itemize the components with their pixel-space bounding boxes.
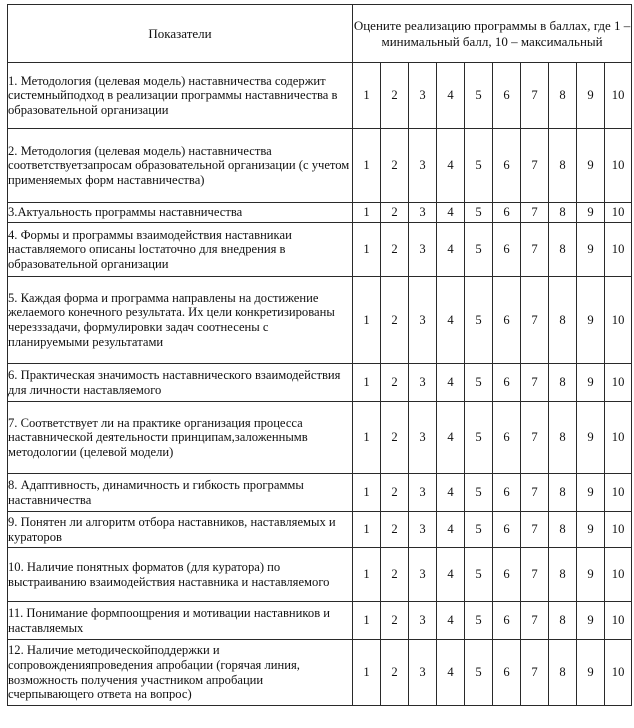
- score-option[interactable]: 2: [381, 223, 409, 277]
- score-option[interactable]: 8: [549, 602, 577, 640]
- indicator-cell: 12. Наличие методическойподдержки и сопровожденияпроведения апробации (горячая линия, возможность получения участником апробации счерпывающего ответа на вопрос): [8, 640, 353, 706]
- score-option[interactable]: 9: [577, 277, 605, 364]
- score-option[interactable]: 5: [465, 203, 493, 223]
- score-option[interactable]: 10: [605, 63, 632, 129]
- score-option[interactable]: 4: [437, 364, 465, 402]
- score-option[interactable]: 8: [549, 402, 577, 474]
- score-option[interactable]: 1: [353, 129, 381, 203]
- score-option[interactable]: 2: [381, 203, 409, 223]
- score-option[interactable]: 7: [521, 277, 549, 364]
- score-option[interactable]: 1: [353, 203, 381, 223]
- score-option[interactable]: 4: [437, 402, 465, 474]
- score-option[interactable]: 4: [437, 640, 465, 706]
- score-option[interactable]: 10: [605, 512, 632, 548]
- score-option[interactable]: 6: [493, 640, 521, 706]
- score-option[interactable]: 4: [437, 129, 465, 203]
- score-option[interactable]: 9: [577, 129, 605, 203]
- score-option[interactable]: 7: [521, 602, 549, 640]
- score-option[interactable]: 9: [577, 474, 605, 512]
- score-option[interactable]: 9: [577, 512, 605, 548]
- table-row: [8, 63, 632, 129]
- score-option[interactable]: 10: [605, 474, 632, 512]
- score-option[interactable]: 5: [465, 364, 493, 402]
- score-option[interactable]: 6: [493, 548, 521, 602]
- score-option[interactable]: 9: [577, 203, 605, 223]
- table-body: [8, 63, 632, 706]
- table-row: [8, 602, 632, 640]
- score-option[interactable]: 3: [409, 364, 437, 402]
- indicator-cell: 1. Методология (целевая модель) наставничества содержит системныйподход в реализации программы наставничества в образовательной организации: [8, 63, 353, 129]
- score-option[interactable]: 9: [577, 402, 605, 474]
- score-option[interactable]: 1: [353, 402, 381, 474]
- score-option[interactable]: 6: [493, 602, 521, 640]
- score-option[interactable]: 5: [465, 402, 493, 474]
- indicator-cell: 3.Актуальность программы наставничества: [8, 203, 353, 223]
- score-option[interactable]: 10: [605, 364, 632, 402]
- score-option[interactable]: 1: [353, 223, 381, 277]
- score-option[interactable]: 6: [493, 402, 521, 474]
- score-option[interactable]: 1: [353, 364, 381, 402]
- score-option[interactable]: 7: [521, 548, 549, 602]
- score-option[interactable]: 7: [521, 223, 549, 277]
- score-option[interactable]: 2: [381, 364, 409, 402]
- score-option[interactable]: 5: [465, 277, 493, 364]
- score-option[interactable]: 8: [549, 640, 577, 706]
- score-option[interactable]: 3: [409, 129, 437, 203]
- score-option[interactable]: 7: [521, 474, 549, 512]
- score-option[interactable]: 9: [577, 63, 605, 129]
- score-option[interactable]: 6: [493, 277, 521, 364]
- score-option[interactable]: 4: [437, 512, 465, 548]
- score-option[interactable]: 1: [353, 602, 381, 640]
- indicator-cell: 6. Практическая значимость наставнического взаимодействия для личности наставляемого: [8, 364, 353, 402]
- score-option[interactable]: 10: [605, 602, 632, 640]
- score-option[interactable]: 1: [353, 548, 381, 602]
- score-option[interactable]: 1: [353, 277, 381, 364]
- score-option[interactable]: 9: [577, 223, 605, 277]
- evaluation-table: [7, 4, 632, 706]
- score-option[interactable]: 8: [549, 512, 577, 548]
- score-option[interactable]: 5: [465, 512, 493, 548]
- score-option[interactable]: 2: [381, 512, 409, 548]
- score-option[interactable]: 3: [409, 277, 437, 364]
- indicator-cell: 10. Наличие понятных форматов (для куратора) по выстраиванию взаимодействия наставника и наставляемого: [8, 548, 353, 602]
- scale-header: Оцените реализацию программы в баллах, где 1 – минимальный балл, 10 – максимальный: [353, 5, 632, 63]
- score-option[interactable]: 2: [381, 640, 409, 706]
- table-row: [8, 640, 632, 706]
- score-option[interactable]: 3: [409, 402, 437, 474]
- indicator-cell: 8. Адаптивность, динамичность и гибкость программы наставничества: [8, 474, 353, 512]
- table-row: [8, 548, 632, 602]
- score-option[interactable]: 5: [465, 602, 493, 640]
- score-option[interactable]: 1: [353, 474, 381, 512]
- score-option[interactable]: 5: [465, 548, 493, 602]
- score-option[interactable]: 8: [549, 129, 577, 203]
- score-option[interactable]: 2: [381, 63, 409, 129]
- score-option[interactable]: 6: [493, 364, 521, 402]
- score-option[interactable]: 2: [381, 548, 409, 602]
- table-row: [8, 203, 632, 223]
- score-option[interactable]: 6: [493, 474, 521, 512]
- score-option[interactable]: 3: [409, 602, 437, 640]
- score-option[interactable]: 3: [409, 548, 437, 602]
- score-option[interactable]: 9: [577, 602, 605, 640]
- score-option[interactable]: 7: [521, 63, 549, 129]
- score-option[interactable]: 7: [521, 640, 549, 706]
- score-option[interactable]: 3: [409, 640, 437, 706]
- score-option[interactable]: 8: [549, 203, 577, 223]
- score-option[interactable]: 8: [549, 474, 577, 512]
- table-row: [8, 364, 632, 402]
- score-option[interactable]: 10: [605, 548, 632, 602]
- score-option[interactable]: 10: [605, 277, 632, 364]
- score-option[interactable]: 5: [465, 63, 493, 129]
- score-option[interactable]: 6: [493, 129, 521, 203]
- score-option[interactable]: 5: [465, 129, 493, 203]
- score-option[interactable]: 8: [549, 364, 577, 402]
- score-option[interactable]: 10: [605, 129, 632, 203]
- score-option[interactable]: 9: [577, 640, 605, 706]
- score-option[interactable]: 1: [353, 512, 381, 548]
- score-option[interactable]: 7: [521, 512, 549, 548]
- indicators-header: Показатели: [8, 5, 353, 63]
- score-option[interactable]: 5: [465, 474, 493, 512]
- indicator-cell: 7. Соответствует ли на практике организация процесса наставнической деятельности принципам,заложеннымв методологии (целевой модели): [8, 402, 353, 474]
- score-option[interactable]: 3: [409, 512, 437, 548]
- score-option[interactable]: 3: [409, 203, 437, 223]
- indicator-cell: 2. Методология (целевая модель) наставничества соответствуетзапросам образовательной организации (с учетом применяемых форм наставничества): [8, 129, 353, 203]
- score-option[interactable]: 2: [381, 602, 409, 640]
- indicator-cell: 9. Понятен ли алгоритм отбора наставников, наставляемых и кураторов: [8, 512, 353, 548]
- table-row: [8, 129, 632, 203]
- score-option[interactable]: 1: [353, 640, 381, 706]
- score-option[interactable]: 4: [437, 474, 465, 512]
- score-option[interactable]: 6: [493, 512, 521, 548]
- score-option[interactable]: 2: [381, 402, 409, 474]
- score-option[interactable]: 5: [465, 640, 493, 706]
- score-option[interactable]: 7: [521, 203, 549, 223]
- score-option[interactable]: 4: [437, 548, 465, 602]
- score-option[interactable]: 3: [409, 474, 437, 512]
- score-option[interactable]: 4: [437, 602, 465, 640]
- score-option[interactable]: 8: [549, 223, 577, 277]
- indicator-cell: 5. Каждая форма и программа направлены на достижение желаемого конечного результата. Их цели конкретизированы черезззадачи, формулировки задач соотнесены с планируемыми результатами: [8, 277, 353, 364]
- score-option[interactable]: 6: [493, 63, 521, 129]
- table-row: [8, 277, 632, 364]
- score-option[interactable]: 7: [521, 129, 549, 203]
- score-option[interactable]: 2: [381, 277, 409, 364]
- indicator-cell: 11. Понимание формпоощрения и мотивации наставников и наставляемых: [8, 602, 353, 640]
- score-option[interactable]: 3: [409, 223, 437, 277]
- table-row: [8, 402, 632, 474]
- score-option[interactable]: 9: [577, 548, 605, 602]
- table-row: [8, 474, 632, 512]
- score-option[interactable]: 4: [437, 63, 465, 129]
- score-option[interactable]: 8: [549, 63, 577, 129]
- score-option[interactable]: 10: [605, 402, 632, 474]
- score-option[interactable]: 4: [437, 223, 465, 277]
- score-option[interactable]: 7: [521, 364, 549, 402]
- score-option[interactable]: 10: [605, 223, 632, 277]
- score-option[interactable]: 1: [353, 63, 381, 129]
- score-option[interactable]: 4: [437, 203, 465, 223]
- score-option[interactable]: 9: [577, 364, 605, 402]
- header-row: [8, 5, 632, 63]
- score-option[interactable]: 2: [381, 474, 409, 512]
- table-row: [8, 512, 632, 548]
- score-option[interactable]: 2: [381, 129, 409, 203]
- score-option[interactable]: 10: [605, 203, 632, 223]
- score-option[interactable]: 6: [493, 223, 521, 277]
- score-option[interactable]: 4: [437, 277, 465, 364]
- score-option[interactable]: 3: [409, 63, 437, 129]
- score-option[interactable]: 8: [549, 548, 577, 602]
- table-row: [8, 223, 632, 277]
- score-option[interactable]: 7: [521, 402, 549, 474]
- indicator-cell: 4. Формы и программы взаимодействия наставникаи наставляемого описаны lостаточно для внедрения в образовательной организации: [8, 223, 353, 277]
- score-option[interactable]: 10: [605, 640, 632, 706]
- score-option[interactable]: 8: [549, 277, 577, 364]
- score-option[interactable]: 5: [465, 223, 493, 277]
- score-option[interactable]: 6: [493, 203, 521, 223]
